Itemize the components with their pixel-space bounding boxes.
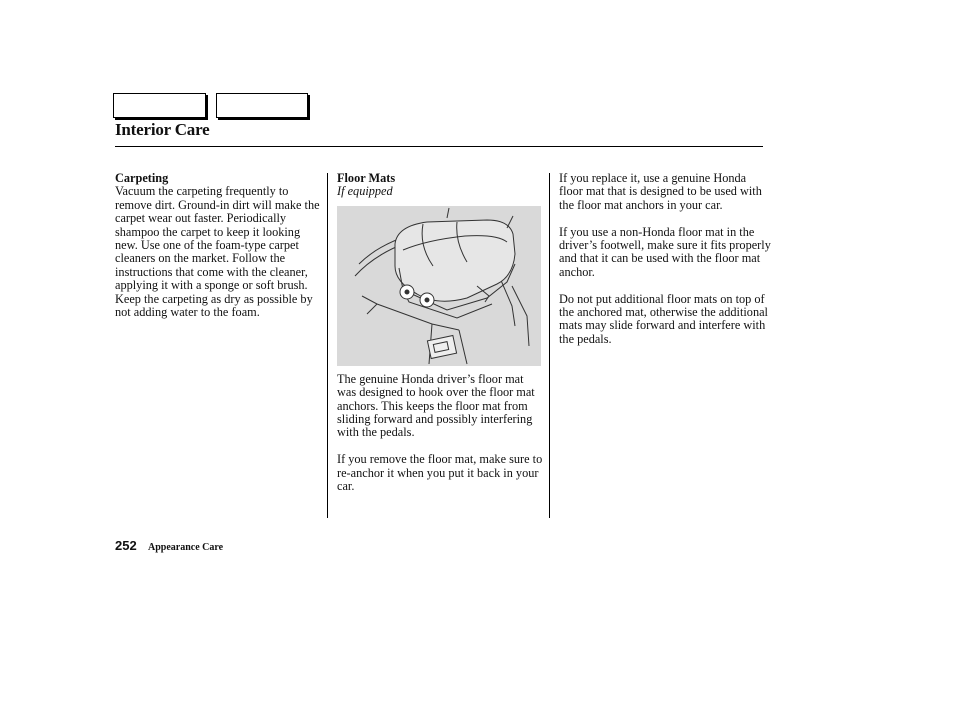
- carpeting-body: Vacuum the carpeting frequently to remove dirt. Ground-in dirt will make the carpet wear out faster. Periodically shampoo the carpet to keep it looking new. Use one of the foam-type carpet cleaners on the market. Follow the instructions that come with the cleaner, applying it with a sponge or soft brush. Keep the carpeting as dry as possible by not adding water to the foam.: [115, 184, 320, 320]
- nav-button-previous[interactable]: [113, 93, 206, 118]
- section-name: Appearance Care: [148, 542, 224, 553]
- nav-button-next[interactable]: [216, 93, 308, 118]
- column-carpeting: [115, 172, 322, 333]
- column-floor-mats: [337, 172, 544, 507]
- guidance-paragraph-3: Do not put additional floor mats on top of the anchored mat, otherwise the additional mats may slide forward and interfere with the pedals.: [559, 291, 768, 346]
- page-number: 252: [115, 538, 137, 553]
- page-title: Interior Care: [115, 120, 210, 139]
- guidance-paragraph-1: If you replace it, use a genuine Honda floor mat that is designed to be used with the floor mat anchors in your car.: [559, 171, 762, 212]
- floor-mats-paragraph-1: The genuine Honda driver’s floor mat was designed to hook over the floor mat anchors. This keeps the floor mat from sliding forward and possibly interfering with the pedals.: [337, 371, 535, 440]
- column-floor-mat-guidance: [559, 172, 771, 360]
- seat-illustration-icon: [337, 206, 541, 366]
- title-rule: [115, 146, 763, 147]
- floor-mat-illustration: [337, 206, 541, 366]
- carpeting-heading: Carpeting: [115, 171, 169, 185]
- column-divider: [549, 173, 550, 518]
- column-divider: [327, 173, 328, 518]
- floor-mats-heading: Floor Mats: [337, 171, 396, 185]
- floor-mats-paragraph-2: If you remove the floor mat, make sure to re-anchor it when you put it back in your car.: [337, 452, 543, 494]
- guidance-paragraph-2: If you use a non-Honda floor mat in the driver’s footwell, make sure it fits properly and that it can be used with the floor mat anchor.: [559, 224, 771, 279]
- floor-mats-subheading: If equipped: [337, 184, 393, 199]
